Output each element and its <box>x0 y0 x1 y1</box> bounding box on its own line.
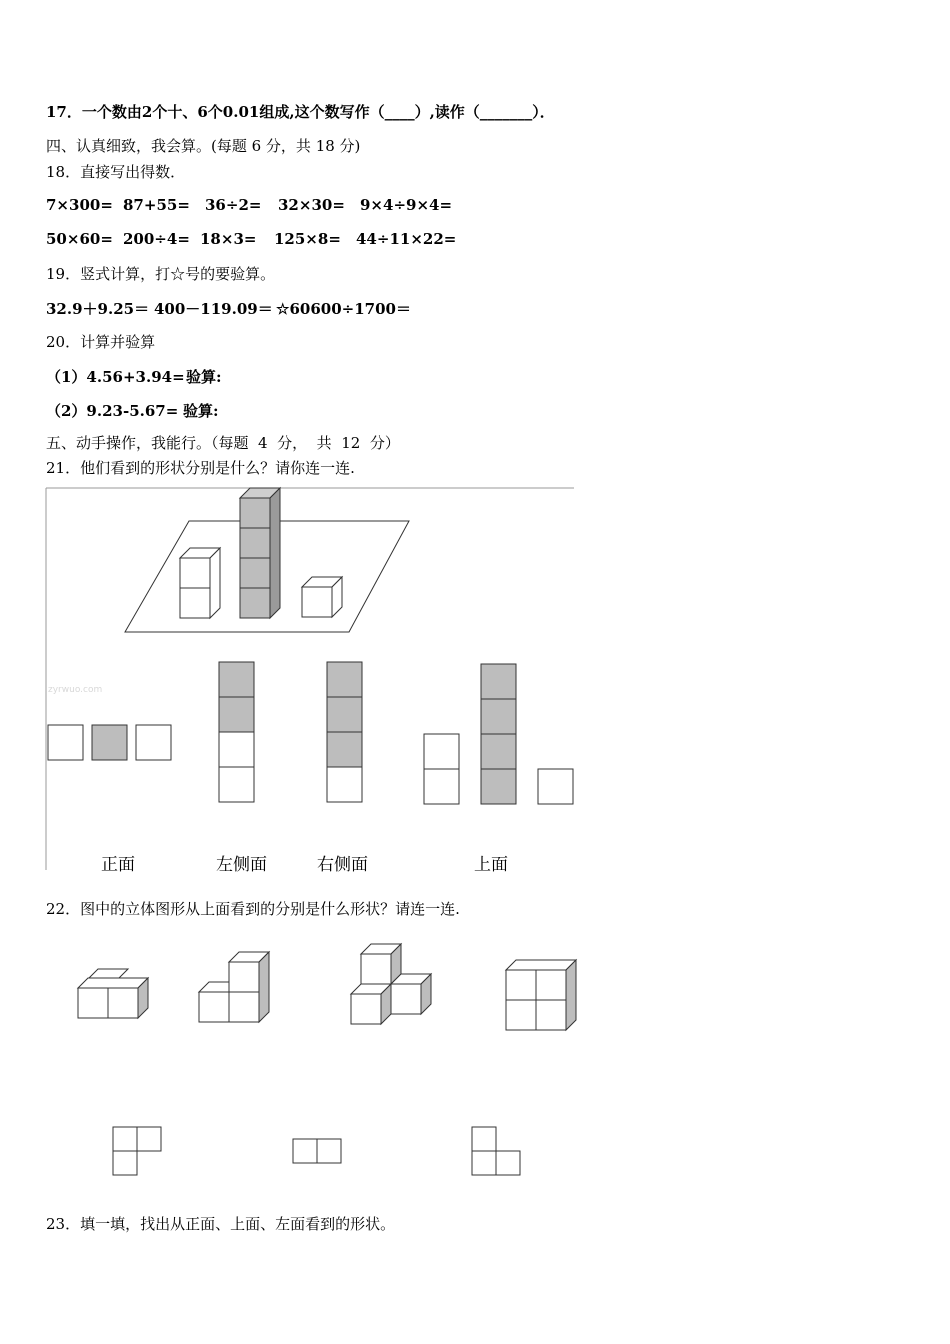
cube-stack-2 <box>180 548 220 618</box>
q17-text-c: 个 <box>207 103 223 121</box>
question-17 <box>46 102 555 122</box>
q20-expression-2: （2）9.23-5.67= <box>46 402 179 420</box>
solid-3 <box>351 944 431 1024</box>
cube-single <box>302 577 342 617</box>
q18-item: 44÷11×22= <box>356 230 457 248</box>
q18-item: 50×60= <box>46 230 113 248</box>
question-21-title: 21．他们看到的形状分别是什么？请你连一连. <box>46 459 355 477</box>
question-22-title: 22．图中的立体图形从上面看到的分别是什么形状？请连一连. <box>46 900 460 918</box>
q19-item: 32.9＋9.25＝ <box>46 300 150 318</box>
q18-item: 32×30= <box>278 196 345 214</box>
q17-number: 17． <box>46 103 82 121</box>
top-view-2 <box>293 1139 341 1163</box>
view-option-front-composite <box>424 664 573 804</box>
view-option-column-b <box>327 662 362 802</box>
solid-4 <box>506 960 576 1030</box>
q21-label-top: 上面 <box>474 855 508 875</box>
q18-item: 7×300= <box>46 196 113 214</box>
section-4-heading: 四、认真细致，我会算。(每题 6 分，共 18 分) <box>46 137 361 155</box>
q17-tens: 2 <box>141 103 153 121</box>
solid-1 <box>78 969 148 1018</box>
q21-label-left: 左侧面 <box>216 855 267 875</box>
question-20-title: 20．计算并验算 <box>46 333 156 351</box>
q21-figure <box>0 480 600 880</box>
view-option-row-of-three <box>48 725 171 760</box>
view-option-column-a <box>219 662 254 802</box>
q22-figure <box>0 930 600 1190</box>
watermark-text: zyrwuo.com <box>48 685 103 695</box>
q20-check-label-2: 验算: <box>183 402 219 420</box>
cube-stack-4 <box>240 488 280 618</box>
top-view-3 <box>472 1127 520 1175</box>
q18-item: 200÷4= <box>123 230 190 248</box>
q21-label-front: 正面 <box>101 855 135 875</box>
q17-text-b: 个十、 <box>152 103 198 121</box>
q20-check-label-1: 验算: <box>186 368 222 386</box>
q17-unit: 0.01 <box>222 103 260 121</box>
question-23-title: 23．填一填，找出从正面、上面、左面看到的形状。 <box>46 1215 396 1233</box>
question-19-title: 19．竖式计算，打☆号的要验算。 <box>46 265 276 283</box>
q18-item: 125×8= <box>274 230 341 248</box>
q18-item: 9×4÷9×4= <box>360 196 453 214</box>
question-18-title: 18．直接写出得数． <box>46 163 186 181</box>
q19-item: 400－119.09＝ <box>154 300 273 318</box>
section-5-heading: 五、动手操作，我能行。（每题 4 分， 共 12 分） <box>46 434 400 452</box>
q18-item: 18×3= <box>200 230 257 248</box>
q17-text-a: 一个数由 <box>81 103 142 121</box>
q17-text-d: 组成,这个数写作（____）,读作（_______）． <box>259 103 555 121</box>
q21-label-right: 右侧面 <box>317 855 368 875</box>
top-view-1 <box>113 1127 161 1175</box>
q17-count: 6 <box>197 103 208 121</box>
q20-expression-1: （1）4.56+3.94= <box>46 368 185 386</box>
q18-item: 36÷2= <box>205 196 262 214</box>
q19-item: ☆60600÷1700＝ <box>276 300 411 318</box>
q18-item: 87+55= <box>123 196 190 214</box>
solid-2 <box>199 952 269 1022</box>
